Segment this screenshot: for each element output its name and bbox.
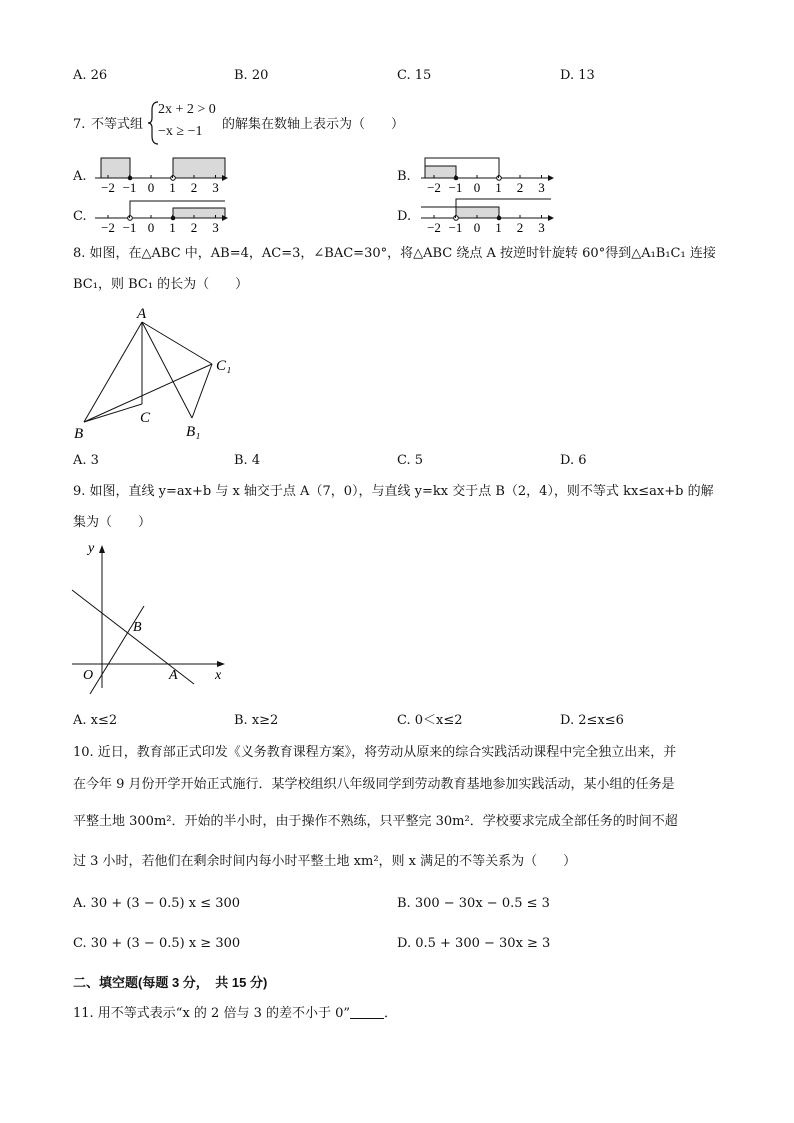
tick-label: 0 xyxy=(473,220,481,235)
q9-option-b: B. x≥2 xyxy=(234,713,279,728)
q10-option-b: B. 300 − 30x − 0.5 ≤ 3 xyxy=(397,896,550,911)
q9-label-o: O xyxy=(83,668,94,683)
tick-label: −2 xyxy=(101,220,115,235)
q8-label-c1: C₁ xyxy=(216,358,232,374)
q7-numberline-a xyxy=(93,155,233,195)
q7-label-d: D. xyxy=(397,209,412,224)
q6-option-d: D. 13 xyxy=(560,68,595,83)
tick-label: 1 xyxy=(495,220,502,235)
q6-option-a: A. 26 xyxy=(73,68,108,83)
tick-label: 0 xyxy=(473,180,481,195)
q10-stem-line-3: 平整土地 300m²．开始的半小时，由于操作不熟练，只平整完 30m²．学校要求完成全部任务的时间不超 xyxy=(73,814,678,829)
q7-numberline-c xyxy=(93,195,233,235)
q9-label-a: A xyxy=(169,668,178,683)
tick-label: −2 xyxy=(427,220,441,235)
tick-label: 0 xyxy=(147,180,155,195)
q7-label-c: C. xyxy=(73,209,87,224)
q9-stem-line-1: 9. 如图，直线 y=ax+b 与 x 轴交于点 A（7，0），与直线 y=kx 交于点 B（2，4），则不等式 kx≤ax+b 的解 xyxy=(73,484,714,499)
tick-label: 2 xyxy=(190,220,198,235)
q11-tail: ． xyxy=(384,1006,398,1021)
tick-label: −1 xyxy=(448,220,463,235)
tick-label: 1 xyxy=(169,220,176,235)
q7-inequality-1: 2x + 2 > 0 xyxy=(158,102,216,117)
tick-label: −2 xyxy=(101,180,115,195)
tick-label: −1 xyxy=(122,220,137,235)
tick-label: 1 xyxy=(495,180,502,195)
q10-option-a: A. 30 + (3 − 0.5) x ≤ 300 xyxy=(73,896,241,911)
tick-label: 1 xyxy=(169,180,176,195)
q7-label-b: B. xyxy=(397,169,411,184)
tick-label: 3 xyxy=(212,220,219,235)
q8-option-b: B. 4 xyxy=(234,453,261,468)
q7-label-a: A. xyxy=(73,169,87,184)
q9-option-d: D. 2≤x≤6 xyxy=(560,713,624,728)
q9-option-c: C. 0＜x≤2 xyxy=(397,713,463,728)
q10-option-d: D. 0.5 + 300 − 30x ≥ 3 xyxy=(397,936,551,951)
q6-option-b: B. 20 xyxy=(234,68,269,83)
tick-label: 3 xyxy=(538,220,545,235)
q9-label-b: B xyxy=(133,620,142,635)
tick-label: 2 xyxy=(190,180,198,195)
q8-option-d: D. 6 xyxy=(560,453,587,468)
tick-label: 2 xyxy=(516,180,524,195)
tick-label: −1 xyxy=(448,180,463,195)
q10-stem-line-1: 10. 近日，教育部正式印发《义务教育课程方案》，将劳动从原来的综合实践活动课程中完全独立出来，并 xyxy=(73,745,677,760)
q8-label-b1: B₁ xyxy=(186,424,201,440)
q10-option-c: C. 30 + (3 − 0.5) x ≥ 300 xyxy=(73,936,241,951)
q8-triangle-figure xyxy=(70,300,250,450)
q8-option-c: C. 5 xyxy=(397,453,424,468)
q8-label-a: A xyxy=(137,306,147,322)
q9-label-y: y xyxy=(88,541,95,556)
q8-label-c: C xyxy=(140,410,151,426)
section-2-heading: 二、填空题(每题 3 分， 共 15 分) xyxy=(73,975,268,990)
q8-stem-line-2: BC₁，则 BC₁ 的长为（ ） xyxy=(73,277,249,292)
tick-label: 0 xyxy=(147,220,155,235)
tick-label: 3 xyxy=(212,180,219,195)
q7-numberline-d xyxy=(419,195,559,235)
q9-line-graph xyxy=(70,538,230,698)
q11-stem xyxy=(73,1004,397,1023)
q10-stem-line-4: 过 3 小时，若他们在剩余时间内每小时平整土地 xm²，则 x 满足的不等关系为（ ） xyxy=(73,854,577,869)
tick-label: −1 xyxy=(122,180,137,195)
q9-stem-line-2: 集为（ ） xyxy=(73,515,152,530)
q8-stem-line-1: 8. 如图，在△ABC 中，AB=4，AC=3，∠BAC=30°，将△ABC 绕点 A 按逆时针旋转 60°得到△A₁B₁C₁ 连接 xyxy=(73,246,716,261)
q7-stem-pre: 不等式组 xyxy=(91,117,144,132)
q11-answer-blank[interactable] xyxy=(350,1004,384,1019)
tick-label: 3 xyxy=(538,180,545,195)
tick-label: −2 xyxy=(427,180,441,195)
q9-option-a: A. x≤2 xyxy=(73,713,118,728)
q7-stem-post: 的解集在数轴上表示为（ ） xyxy=(222,117,405,132)
q8-option-a: A. 3 xyxy=(73,453,99,468)
q8-label-b: B xyxy=(74,426,84,442)
q7-numberline-b xyxy=(419,155,559,195)
q7-number: 7. xyxy=(73,117,86,132)
tick-label: 2 xyxy=(516,220,524,235)
q6-option-c: C. 15 xyxy=(397,68,432,83)
q7-inequality-2: −x ≥ −1 xyxy=(158,124,203,139)
q9-label-x: x xyxy=(215,668,222,683)
q10-stem-line-2: 在今年 9 月份开学开始正式施行．某学校组织八年级同学到劳动教育基地参加实践活动，某小组的任务是 xyxy=(73,777,675,792)
q11-text: 11. 用不等式表示“x 的 2 倍与 3 的差不小于 0” xyxy=(73,1006,351,1021)
